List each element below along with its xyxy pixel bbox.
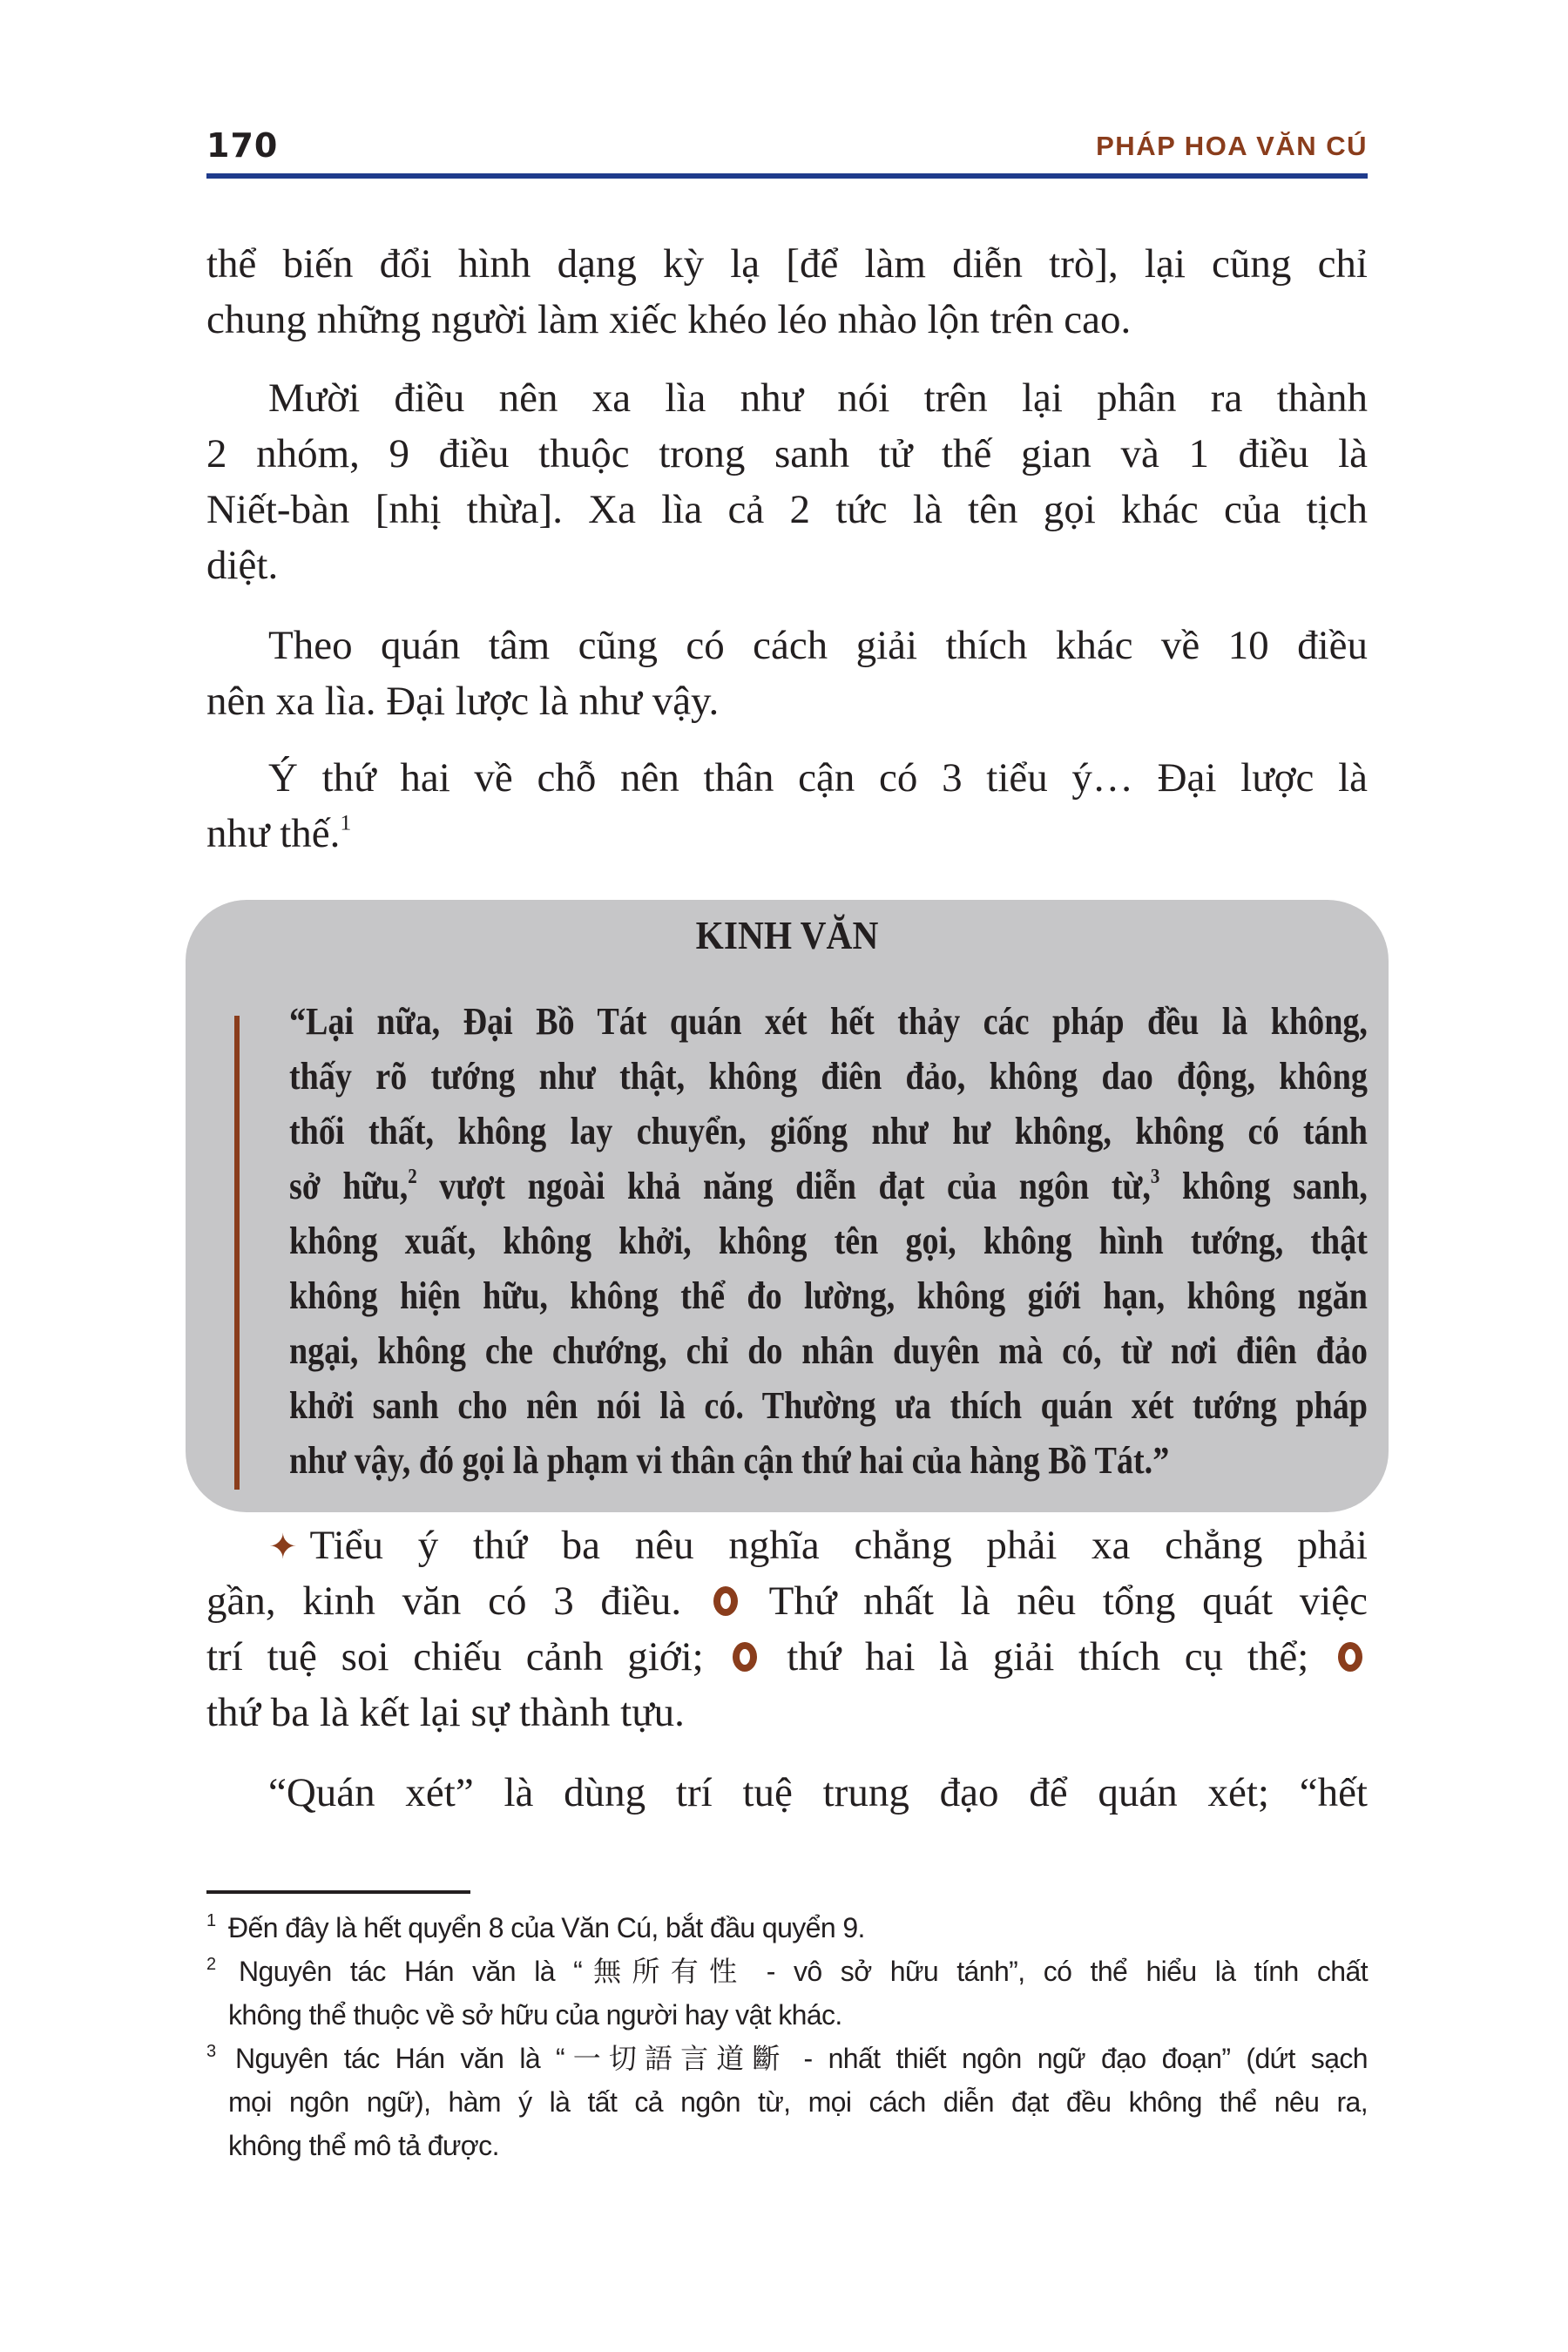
text-segment: như thế. — [206, 811, 341, 856]
footnote-line: Nguyên tác Hán văn là “一切語言道斷 - nhất thiết ngôn ngữ đạo đoạn” (dứt sạch — [235, 2043, 1368, 2074]
footnote-line: không thể mô tả được. — [228, 2130, 499, 2161]
text-line — [206, 1629, 1368, 1685]
text-line — [206, 806, 1368, 862]
footnote-line: mọi ngôn ngữ), hàm ý là tất cả ngôn từ, mọi cách diễn đạt đều không thể nêu ra, — [228, 2086, 1368, 2118]
text-line: diệt. — [206, 543, 279, 588]
four-point-star-icon: ✦ — [268, 1527, 298, 1566]
footnote-2 — [206, 1950, 1368, 2037]
footnote-number: 1 — [206, 1911, 217, 1930]
footnote-3 — [206, 2037, 1368, 2167]
page-number: 170 — [206, 126, 279, 165]
circle-bullet-icon — [713, 1586, 738, 1616]
quote-bar — [234, 1016, 240, 1490]
quote-line: khởi sanh cho nên nói là có. Thường ưa thích quán xét tướng pháp — [289, 1384, 1368, 1427]
running-header-title: PHÁP HOA VĂN CÚ — [1096, 131, 1368, 161]
footnote-ref-2[interactable]: 2 — [408, 1164, 417, 1188]
footnote-line: Nguyên tác Hán văn là “無所有性 - vô sở hữu tánh”, có thể hiểu là tính chất — [239, 1956, 1368, 1987]
footnotes — [206, 1906, 1368, 2167]
quote-line — [289, 1159, 1368, 1213]
text-line: thứ ba là kết lại sự thành tựu. — [206, 1690, 685, 1735]
text-segment: trí tuệ soi chiếu cảnh giới; — [206, 1634, 704, 1680]
quote-line: “Lại nữa, Đại Bồ Tát quán xét hết thảy các pháp đều là không, — [289, 1000, 1368, 1043]
text-segment: không sanh, — [1159, 1165, 1368, 1207]
footnote-line: Đến đây là hết quyển 8 của Văn Cú, bắt đầu quyển 9. — [228, 1912, 865, 1943]
text-segment: Thứ nhất là nêu tổng quát việc — [768, 1578, 1368, 1624]
text-line: Ý thứ hai về chỗ nên thân cận có 3 tiểu ý… Đại lược là — [268, 755, 1368, 801]
paragraph-2 — [206, 370, 1368, 593]
text-segment: thứ hai là giải thích cụ thể; — [787, 1634, 1309, 1680]
text-line — [206, 1517, 1368, 1573]
text-segment: gần, kinh văn có 3 điều. — [206, 1578, 682, 1624]
text-line: Mười điều nên xa lìa như nói trên lại phân ra thành — [268, 375, 1368, 421]
text-line — [206, 1573, 1368, 1629]
circle-bullet-icon — [1338, 1642, 1362, 1672]
text-line: thể biến đổi hình dạng kỳ lạ [để làm diễn trò], lại cũng chỉ — [206, 241, 1368, 287]
text-segment: Tiểu ý thứ ba nêu nghĩa chẳng phải xa chẳng phải — [309, 1523, 1368, 1568]
paragraph-4 — [206, 750, 1368, 862]
footnote-1 — [206, 1906, 1368, 1950]
footnote-number: 3 — [206, 2042, 217, 2061]
header-rule — [206, 173, 1368, 179]
text-line: nên xa lìa. Đại lược là như vậy. — [206, 679, 720, 724]
footnote-ref-3[interactable]: 3 — [1150, 1164, 1160, 1188]
quote-line: ngại, không che chướng, chỉ do nhân duyên mà có, từ nơi điên đảo — [289, 1329, 1368, 1372]
text-line: Theo quán tâm cũng có cách giải thích khác về 10 điều — [268, 623, 1368, 668]
quote-line: thấy rõ tướng như thật, không điên đảo, không dao động, không — [289, 1055, 1368, 1098]
paragraph-3 — [206, 618, 1368, 729]
footnote-ref-1[interactable]: 1 — [340, 809, 352, 835]
text-segment: sở hữu, — [289, 1165, 409, 1207]
paragraph-1 — [206, 236, 1368, 348]
footnote-number: 2 — [206, 1955, 217, 1974]
circle-bullet-icon — [733, 1642, 757, 1672]
scripture-quote — [289, 994, 1368, 1488]
footnote-rule — [206, 1890, 470, 1894]
footnote-line: không thể thuộc về sở hữu của người hay vật khác. — [228, 1999, 842, 2031]
paragraph-6 — [206, 1765, 1368, 1821]
quote-line: không xuất, không khởi, không tên gọi, không hình tướng, thật — [289, 1220, 1368, 1262]
scripture-title: KINH VĂN — [695, 913, 879, 957]
text-line: chung những người làm xiếc khéo léo nhào lộn trên cao. — [206, 297, 1132, 342]
quote-line: như vậy, đó gọi là phạm vi thân cận thứ hai của hàng Bồ Tát.” — [289, 1439, 1170, 1482]
text-line: “Quán xét” là dùng trí tuệ trung đạo để quán xét; “hết — [268, 1770, 1368, 1815]
quote-line: không hiện hữu, không thể đo lường, không giới hạn, không ngăn — [289, 1274, 1368, 1317]
paragraph-5 — [206, 1517, 1368, 1740]
text-line: 2 nhóm, 9 điều thuộc trong sanh tử thế gian và 1 điều là — [206, 431, 1368, 476]
text-segment: vượt ngoài khả năng diễn đạt của ngôn từ, — [416, 1165, 1151, 1207]
quote-line: thối thất, không lay chuyển, giống như hư không, không có tánh — [289, 1110, 1368, 1152]
text-line: Niết-bàn [nhị thừa]. Xa lìa cả 2 tức là tên gọi khác của tịch — [206, 487, 1368, 532]
